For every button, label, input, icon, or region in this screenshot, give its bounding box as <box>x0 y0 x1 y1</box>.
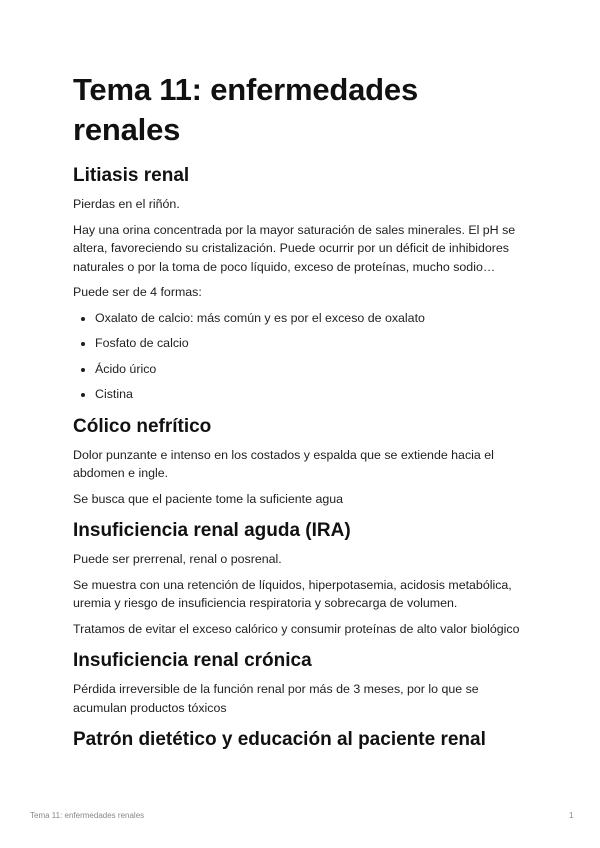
paragraph: Se busca que el paciente tome la suficiente agua <box>73 491 344 506</box>
section-heading: Litiasis renal <box>73 165 190 186</box>
section-insuficiencia-renal-aguda <box>73 518 533 638</box>
section-heading: Cólico nefrítico <box>73 415 212 437</box>
footer-document-name: Tema 11: enfermedades renales <box>30 811 145 820</box>
list-item: • Ácido úrico <box>95 360 533 379</box>
paragraph: Pierdas en el riñón. <box>73 197 180 211</box>
bullet-list <box>73 309 533 404</box>
list-item: • Oxalato de calcio: más común y es por el exceso de oxalato <box>95 309 533 328</box>
section-insuficiencia-renal-cronica <box>73 648 533 717</box>
section-colico-nefritico <box>73 414 533 509</box>
page-title: Tema 11: enfermedades renales <box>73 72 419 147</box>
paragraph: Puede ser de 4 formas: <box>73 285 202 299</box>
section-heading: Insuficiencia renal aguda (IRA) <box>73 520 351 541</box>
section-heading: Insuficiencia renal crónica <box>73 650 312 671</box>
paragraph: Hay una orina concentrada por la mayor saturación de sales minerales. El pH se altera, favoreciendo su cristalización. Puede ocurrir por un déficit de inhibidores naturales o por la toma de poco líquido, exceso de proteínas, mucho sodio… <box>73 222 516 274</box>
paragraph: Tratamos de evitar el exceso calórico y consumir proteínas de alto valor biológico <box>73 621 520 636</box>
list-item: • Fosfato de calcio <box>95 334 533 353</box>
section-litiasis-renal <box>73 163 533 404</box>
section-heading: Patrón dietético y educación al paciente renal <box>73 729 486 750</box>
section-patron-dietetico <box>73 727 533 753</box>
paragraph: Puede ser prerrenal, renal o posrenal. <box>73 552 282 566</box>
paragraph: Se muestra con una retención de líquidos, hiperpotasemia, acidosis metabólica, uremia y riesgo de insuficiencia respiratoria y sobrecarga de volumen. <box>73 577 512 610</box>
footer-page-number: 1 <box>569 811 574 820</box>
paragraph: Dolor punzante e intenso en los costados y espalda que se extiende hacia el abdomen e ingle. <box>73 447 494 480</box>
list-item: • Cistina <box>95 385 533 404</box>
paragraph: Pérdida irreversible de la función renal por más de 3 meses, por lo que se acumulan productos tóxicos <box>73 682 479 715</box>
page-content <box>73 70 533 763</box>
